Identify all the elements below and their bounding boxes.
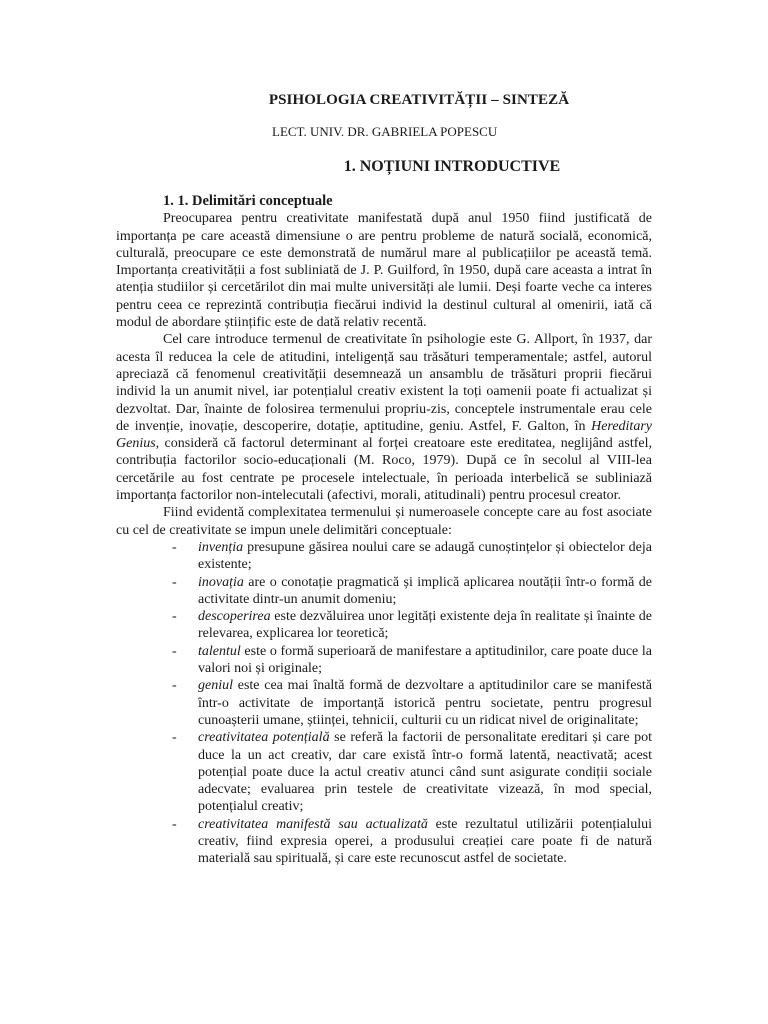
definition-text: este cea mai înaltă formă de dezvoltare a aptitudinilor care se manifestă într-o activitate de importanță istorică pentru societate, pentru progresul cunoașterii umane, științei, tehnicii, culturii cu un ridicat nivel de originalitate; <box>198 678 652 728</box>
paragraph-1: Preocuparea pentru creativitate manifestată după anul 1950 fiind justificată de importanța pe care această dimensiune o are pentru probleme de natură socială, economică, culturală, preocupare ce este demonstrată de numărul mare al publicațiilor pe această temă. Importanța creativității a fost subliniată de J. P. Guilford, în 1950, după care aceasta a intrat în atenția studiilor și cercetărilot din mai multe universități ale lumii. Deși foarte veche ca interes pentru ceea ce reprezintă contribuția fiecărui individ la destinul cultural al omenirii, iată că modul de abordare științific este de dată relativ recentă. <box>116 211 652 331</box>
definition-text: este o formă superioară de manifestare a aptitudinilor, care poate duce la valori noi și originale; <box>198 643 652 677</box>
definition-term: creativitatea manifestă sau actualizată <box>198 816 428 832</box>
paragraph-2-text-a: Cel care introduce termenul de creativitate în psihologie este G. Allport, în 1937, dar acesta îl reducea la cele de atitudini, inteligență sau trăsături temperamentale; astfel, autorul apreciază că fenomenul creativității desemnează un ansamblu de trăsături proprii fiecărui individ la un anumit nivel, iar potențialul creativ existent la toți oamenii poate fi actualizat și dezvoltat. Dar, înainte de folosirea termenului propriu-zis, conceptele instrumentale erau cele de invenție, inovație, descoperire, dotație, aptitudine, geniu. Astfel, F. Galton, în <box>116 332 652 434</box>
author-line: LECT. UNIV. DR. GABRIELA POPESCU <box>272 124 498 139</box>
paragraph-2 <box>116 331 652 504</box>
definition-term: creativitatea potențială <box>198 730 330 746</box>
definition-term: inovația <box>198 574 244 590</box>
definition-text: este rezultatul utilizării potențialului creativ, fiind expresia operei, a produsului creației care poate fi de natură materială sau spirituală, și care este recunoscut astfel de societate. <box>198 816 652 867</box>
definition-term: descoperirea <box>198 609 271 625</box>
list-item <box>172 816 652 868</box>
definition-text: are o conotație pragmatică și implică aplicarea noutății într-o formă de activitate dintr-un anumit domeniu; <box>198 574 652 607</box>
book-title: Hereditary Genius <box>116 418 652 452</box>
list-item <box>172 608 652 643</box>
definitions-list <box>116 539 652 868</box>
paragraph-2-text-b: , consideră că factorul determinant al forței creatoare este ereditatea, neglijând astfel, contribuția factorilor socio-educaționali (M. Roco, 1979). După ce în secolul al VIII-lea cercetările au fost centrate pe procesele intelectuale, în perioada interbelică se subliniază importanța factorilor non-intelecutali (afectivi, morali, atitudinali) pentru procesul creator. <box>116 436 652 504</box>
definition-text: se referă la factorii de personalitate ereditari și care pot duce la un act creativ, dar care există într-o formă latentă, neactivată; acest potențial poate duce la actul creativ atunci când sunt asigurate condiții sociale adecvate; evaluarea prin testele de creativitate vizează, în mod special, potențialul creativ; <box>198 730 652 815</box>
list-item <box>172 574 652 609</box>
list-item <box>172 539 652 574</box>
list-bullet: - <box>172 643 177 659</box>
list-bullet: - <box>172 816 177 832</box>
definition-term: talentul <box>198 643 241 659</box>
list-bullet: - <box>172 574 177 590</box>
definition-term: geniul <box>198 678 233 694</box>
list-bullet: - <box>172 539 177 555</box>
definition-term: invenția <box>198 539 244 555</box>
list-item <box>172 677 652 729</box>
section-heading: 1. 1. Delimitări conceptuale <box>163 193 333 209</box>
list-bullet: - <box>172 609 177 625</box>
chapter-heading: 1. NOȚIUNI INTRODUCTIVE <box>343 158 561 175</box>
list-bullet: - <box>172 678 177 694</box>
list-item <box>172 643 652 678</box>
document-body <box>116 193 652 868</box>
list-item <box>172 729 652 815</box>
paragraph-3: Fiind evidentă complexitatea termenului și numeroasele concepte care au fost asociate cu cel de creativitate se impun unele delimitări conceptuale: <box>116 505 652 538</box>
list-bullet: - <box>172 730 177 746</box>
definition-text: presupune găsirea noului care se adaugă cunoștințelor și obiectelor deja existente; <box>198 539 652 573</box>
definition-text: este dezvăluirea unor legități existente deja în realitate și înainte de relevarea, explicarea lor teoretică; <box>198 609 652 642</box>
document-title: PSIHOLOGIA CREATIVITĂȚII – SINTEZĂ <box>268 92 570 108</box>
